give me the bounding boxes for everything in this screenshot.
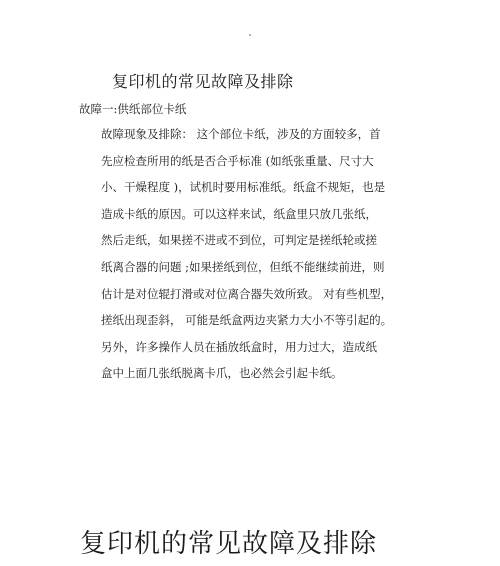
paragraph-line: 先应检查所用的纸是否合乎标准 (如纸张重量、尺寸大 <box>101 153 374 168</box>
paragraph-line: 另外，许多操作人员在插放纸盒时，用力过大，造成纸 <box>101 339 377 354</box>
paragraph-line: 故障现象及排除： 这个部位卡纸，涉及的方面较多，首 <box>101 127 381 141</box>
page-mark <box>249 34 251 36</box>
paragraph-line: 盒中上面几张纸脱离卡爪，也必然会引起卡纸。 <box>101 366 343 381</box>
footer-title: 复印机的常见故障及排除 <box>80 529 378 559</box>
paragraph-line: 造成卡纸的原因。可以这样来试，纸盒里只放几张纸， <box>101 206 377 221</box>
paragraph-line: 估计是对位辊打滑或对位离合器失效所致。 对有些机型， <box>101 286 393 301</box>
paragraph-line: 搓纸出现歪斜， 可能是纸盒两边夹紧力大小不等引起的。 <box>101 313 393 328</box>
paragraph-line: 然后走纸，如果搓不进或不到位，可判定是搓纸轮或搓 <box>101 233 377 248</box>
body-paragraph <box>101 126 401 392</box>
document-title: 复印机的常见故障及排除 <box>112 72 294 91</box>
section-heading: 故障一:供纸部位卡纸 <box>79 102 187 116</box>
paragraph-line: 小、干燥程度 )，试机时要用标准纸。纸盒不规矩，也是 <box>101 180 386 195</box>
paragraph-line: 纸离合器的问题 ;如果搓纸到位，但纸不能继续前进，则 <box>101 259 385 274</box>
